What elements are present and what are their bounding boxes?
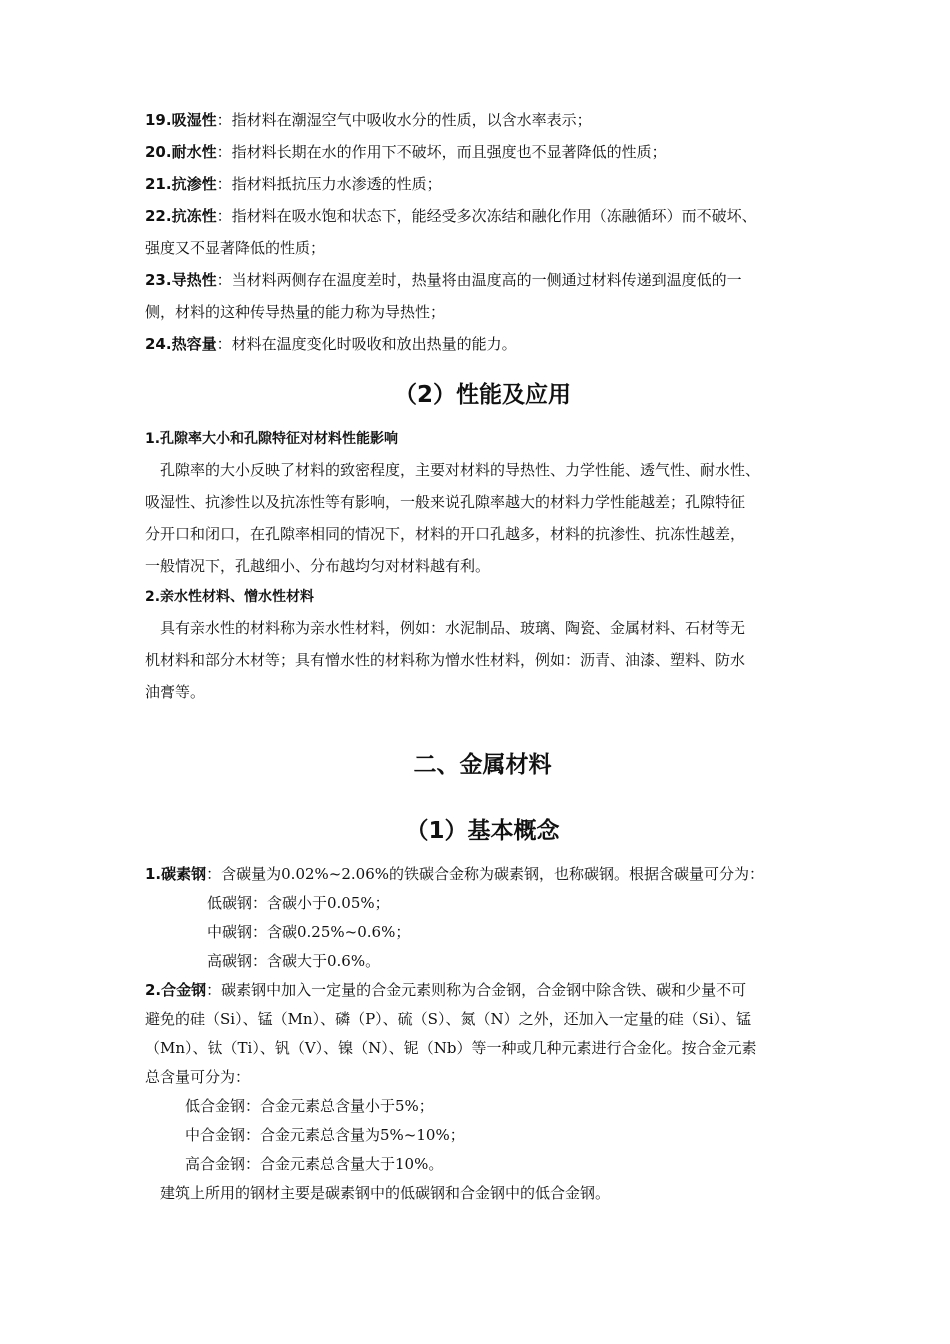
definition-alloy-steel (145, 976, 820, 1005)
subsection-heading-hydrophilic: 2.亲水性材料、憎水性材料 (145, 589, 315, 605)
definition-text: ：碳素钢中加入一定量的合金元素则称为合金钢，合金钢中除含铁、碳和少量不可 (206, 981, 747, 999)
list-item: 低碳钢：含碳小于0.05%； (207, 894, 390, 912)
definition-text: ：指材料抵抗压力水渗透的性质； (216, 175, 442, 193)
definition-19 (145, 104, 820, 136)
definition-23 (145, 264, 820, 296)
paragraph-line: 一般情况下，孔越细小、分布越均匀对材料越有利。 (145, 557, 491, 575)
chapter-title-metal: 二、金属材料 (413, 752, 552, 778)
paragraph-line: 避免的硅（Si）、锰（Mn）、磷（P）、硫（S）、氮（N）之外，还加入一定量的硅（Si）、锰 (145, 1010, 752, 1028)
definition-21 (145, 168, 820, 200)
paragraph-line: 吸湿性、抗渗性以及抗冻性等有影响，一般来说孔隙率越大的材料力学性能越差；孔隙特征 (145, 493, 746, 511)
definition-text: ：指材料在吸水饱和状态下，能经受多次冻结和融化作用（冻融循环）而不破坏、 (216, 207, 757, 225)
term-label: 21.抗渗性 (145, 175, 217, 193)
subsection-heading-porosity: 1.孔隙率大小和孔隙特征对材料性能影响 (145, 431, 399, 447)
paragraph-line: 孔隙率的大小反映了材料的致密程度，主要对材料的导热性、力学性能、透气性、耐水性、 (145, 461, 761, 479)
definition-carbon-steel (145, 860, 820, 889)
term-label: 24.热容量 (145, 335, 217, 353)
list-item: 高合金钢：合金元素总含量大于10%。 (185, 1155, 444, 1173)
definition-22-continued: 强度又不显著降低的性质； (145, 239, 326, 257)
definition-text: ：指材料长期在水的作用下不破坏，而且强度也不显著降低的性质； (216, 143, 667, 161)
list-item: 高碳钢：含碳大于0.6%。 (207, 952, 381, 970)
document-page (145, 104, 820, 1208)
definition-text: ：指材料在潮湿空气中吸收水分的性质，以含水率表示； (216, 111, 592, 129)
paragraph-line: 机材料和部分木材等；具有憎水性的材料称为憎水性材料，例如：沥青、油漆、塑料、防水 (145, 651, 746, 669)
term-label: 23.导热性 (145, 271, 217, 289)
definition-22 (145, 200, 820, 232)
term-label: 22.抗冻性 (145, 207, 217, 225)
definition-text: ：当材料两侧存在温度差时，热量将由温度高的一侧通过材料传递到温度低的一 (216, 271, 742, 289)
list-item: 中合金钢：合金元素总含量为5%~10%； (185, 1126, 465, 1144)
paragraph-line: 油膏等。 (145, 683, 206, 701)
section-title-basic-concepts: （1）基本概念 (405, 818, 560, 844)
paragraph-line: 分开口和闭口，在孔隙率相同的情况下，材料的开口孔越多，材料的抗渗性、抗冻性越差， (145, 525, 746, 543)
definition-23-continued: 侧，材料的这种传导热量的能力称为导热性； (145, 303, 446, 321)
paragraph-line: 总含量可分为： (145, 1068, 251, 1086)
term-label: 1.碳素钢 (145, 865, 207, 883)
term-label: 19.吸湿性 (145, 111, 217, 129)
list-item: 中碳钢：含碳0.25%~0.6%； (207, 923, 411, 941)
definition-24 (145, 328, 820, 360)
definition-20 (145, 136, 820, 168)
term-label: 20.耐水性 (145, 143, 217, 161)
paragraph-line: （Mn）、钛（Ti）、钒（V）、镍（N）、铌（Nb）等一种或几种元素进行合金化。按合金元素 (145, 1039, 757, 1057)
list-item: 低合金钢：合金元素总含量小于5%； (185, 1097, 434, 1115)
definition-text: ：含碳量为0.02%~2.06%的铁碳合金称为碳素钢，也称碳钢。根据含碳量可分为： (206, 865, 765, 883)
section-title-performance: （2）性能及应用 (393, 382, 571, 408)
definition-text: ：材料在温度变化时吸收和放出热量的能力。 (216, 335, 517, 353)
conclusion-text: 建筑上所用的钢材主要是碳素钢中的低碳钢和合金钢中的低合金钢。 (145, 1184, 611, 1202)
term-label: 2.合金钢 (145, 981, 207, 999)
paragraph-line: 具有亲水性的材料称为亲水性材料，例如：水泥制品、玻璃、陶瓷、金属材料、石材等无 (145, 619, 746, 637)
